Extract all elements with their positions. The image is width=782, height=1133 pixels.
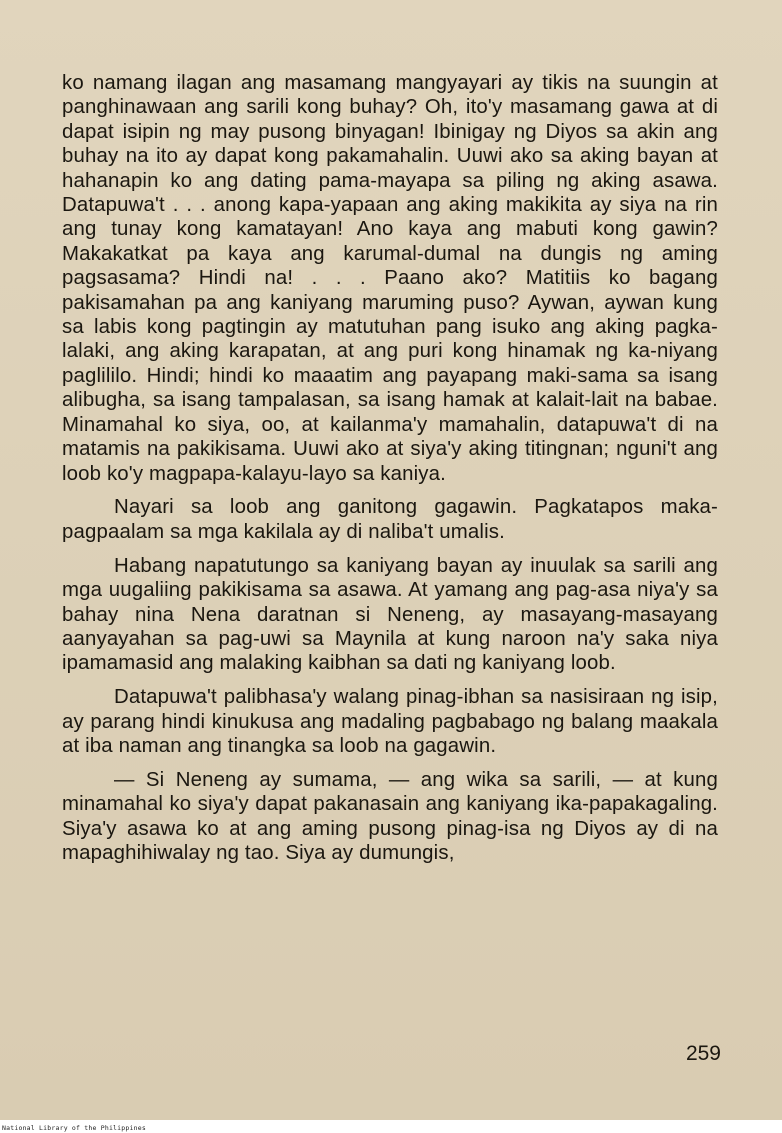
body-text	[62, 71, 718, 866]
paragraph-3: Habang napatutungo sa kaniyang bayan ay inuulak sa sarili ang mga uugaliing pakikisama sa asawa. At yamang ang pag-asa niya'y sa bahay nina Nena daratnan si Neneng, ay masayang-masayang aanyayahan sa pag-uwi sa Maynila at kung naroon na'y saka niya ipamamasid ang malaking kaibhan sa dati ng kaniyang loob.	[62, 554, 718, 675]
paragraph-1: ko namang ilagan ang masamang mangyayari ay tikis na suungin at panghinawaan ang sarili kong buhay? Oh, ito'y masamang gawa at di dapat isipin ng may pusong binyagan! Ibinigay ng Diyos sa akin ang buhay na ito ay dapat kong pakamahalin. Uuwi ako sa aking bayan at hahanapin ko ang dating pama-mayapa sa piling ng aking asawa. Datapuwa't . . . anong kapa-yapaan ang aking makikita ay siya na rin ang tunay kong kamatayan! Ano kaya ang mabuti kong gawin? Makakatkat pa kaya ang karumal-dumal na dungis ng aming pagsasama? Hindi na! . . . Paano ako? Matitiis ko bagang pakisamahan pa ang kaniyang maruming puso? Aywan, aywan kung sa labis kong pagtingin ay matutuhan pang isuko ang aking pagka-lalaki, ang aking karapatan, at ang puri kong hinamak ng ka-niyang paglililo. Hindi; hindi ko maaatim ang payapang maki-sama sa isang alibugha, sa isang tampalasan, sa isang hamak at kalait-lait na babae. Minamahal ko siya, oo, at kailanma'y mamahalin, datapuwa't di na matamis na pakikisama. Uuwi ako at siya'y aking titingnan; nguni't ang loob ko'y magpapa-kalayu-layo sa kaniya.	[62, 72, 718, 485]
paragraph-4: Datapuwa't palibhasa'y walang pinag-ibhan sa nasisiraan ng isip, ay parang hindi kinukusa ang madaling pagbabago ng balang maakala at iba naman ang tinangka sa loob na gagawin.	[62, 686, 718, 758]
library-credit: National Library of the Philippines	[2, 1124, 146, 1132]
paragraph-2: Nayari sa loob ang ganitong gagawin. Pagkatapos maka-pagpaalam sa mga kakilala ay di naliba't umalis.	[62, 496, 718, 543]
paragraph-5: — Si Neneng ay sumama, — ang wika sa sarili, — at kung minamahal ko siya'y dapat pakanasain ang kaniyang ika-papakagaling. Siya'y asawa ko at ang aming pusong pinag-isa ng Diyos ay di na mapaghihiwalay ng tao. Siya ay dumungis,	[62, 768, 718, 865]
page-number: 259	[685, 1042, 721, 1065]
